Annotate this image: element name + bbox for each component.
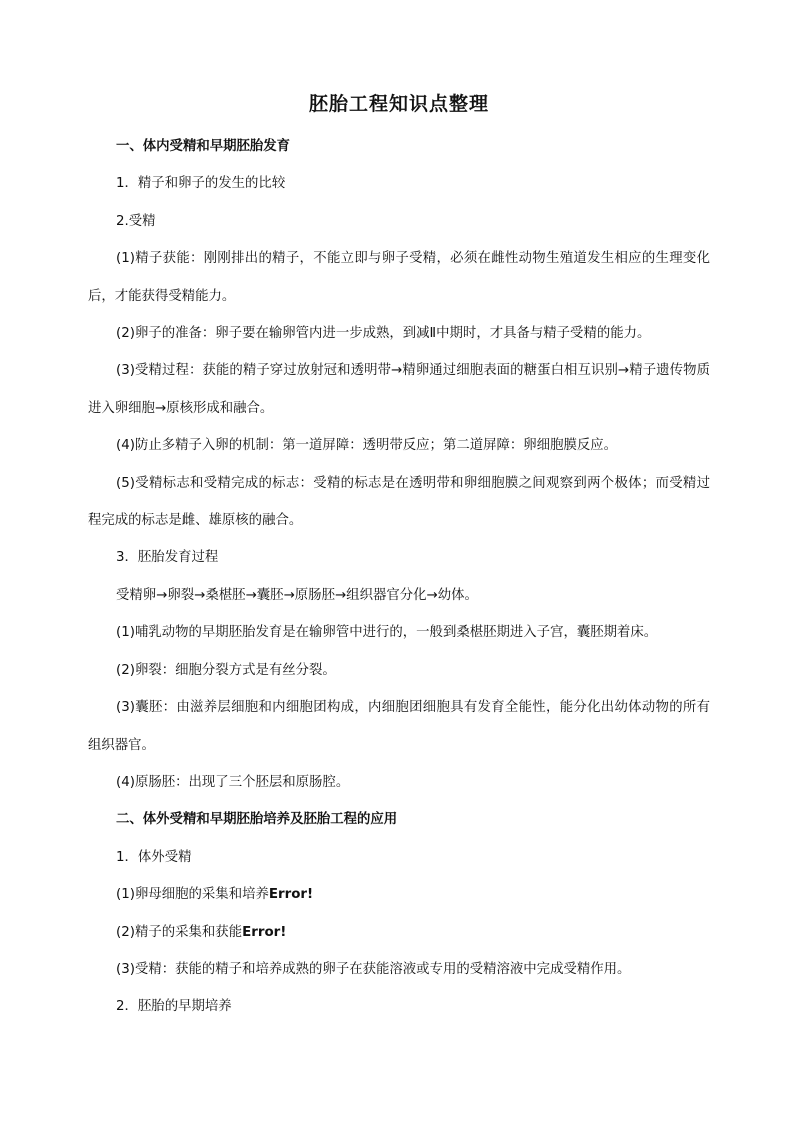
paragraph-early-development: (1)哺乳动物的早期胚胎发育是在输卵管中进行的，一般到桑椹胚期进入子宫，囊胚期着床。 (116, 625, 658, 641)
section-2-heading: 二、体外受精和早期胚胎培养及胚胎工程的应用 (116, 812, 398, 828)
page-title: 胚胎工程知识点整理 (308, 93, 489, 115)
section-1-heading: 一、体内受精和早期胚胎发育 (116, 139, 291, 154)
paragraph-oocyte-collection (88, 876, 710, 913)
paragraph-egg-preparation: (2)卵子的准备：卵子要在输卵管内进一步成熟，到减Ⅱ中期时，才具备与精子受精的能力。 (116, 326, 651, 342)
paragraph-sperm-capacitation: (1)精子获能：刚刚排出的精子，不能立即与卵子受精，必须在雌性动物生殖道发生相应的生理变化后，才能获得受精能力。 (88, 251, 710, 304)
document-content (88, 92, 710, 1026)
paragraph-blastocyst: (3)囊胚：由滋养层细胞和内细胞团构成，内细胞团细胞具有发育全能性，能分化出幼体动物的所有组织器官。 (88, 700, 710, 753)
section-2-item-2: 2．胚胎的早期培养 (116, 999, 232, 1015)
oocyte-collection-text: (1)卵母细胞的采集和培养 (116, 887, 269, 903)
paragraph-fertilization-process: (3)受精过程：获能的精子穿过放射冠和透明带→精卵通过细胞表面的糖蛋白相互识别→精子遗传物质进入卵细胞→原核形成和融合。 (88, 363, 710, 416)
paragraph-in-vitro-fertilization: (3)受精：获能的精子和培养成熟的卵子在获能溶液或专用的受精溶液中完成受精作用。 (116, 961, 631, 977)
paragraph-development-sequence: 受精卵→卵裂→桑椹胚→囊胚→原肠胚→组织器官分化→幼体。 (116, 587, 478, 603)
section-1-item-3: 3．胚胎发育过程 (116, 550, 219, 566)
error-reference: Error! (268, 887, 314, 903)
paragraph-cleavage: (2)卵裂：细胞分裂方式是有丝分裂。 (116, 662, 336, 678)
paragraph-sperm-collection (88, 914, 710, 951)
sperm-collection-text: (2)精子的采集和获能 (116, 924, 243, 940)
paragraph-gastrula: (4)原肠胚：出现了三个胚层和原肠腔。 (116, 774, 350, 790)
paragraph-polyspermy-block: (4)防止多精子入卵的机制：第一道屏障：透明带反应；第二道屏障：卵细胞膜反应。 (116, 438, 618, 454)
section-2-item-1: 1．体外受精 (116, 849, 192, 865)
section-1-item-2: 2.受精 (116, 213, 156, 229)
paragraph-fertilization-markers: (5)受精标志和受精完成的标志：受精的标志是在透明带和卵细胞膜之间观察到两个极体；而受精过程完成的标志是雌、雄原核的融合。 (88, 475, 710, 529)
error-reference: Error! (242, 924, 287, 940)
section-1-item-1: 1．精子和卵子的发生的比较 (116, 176, 286, 192)
